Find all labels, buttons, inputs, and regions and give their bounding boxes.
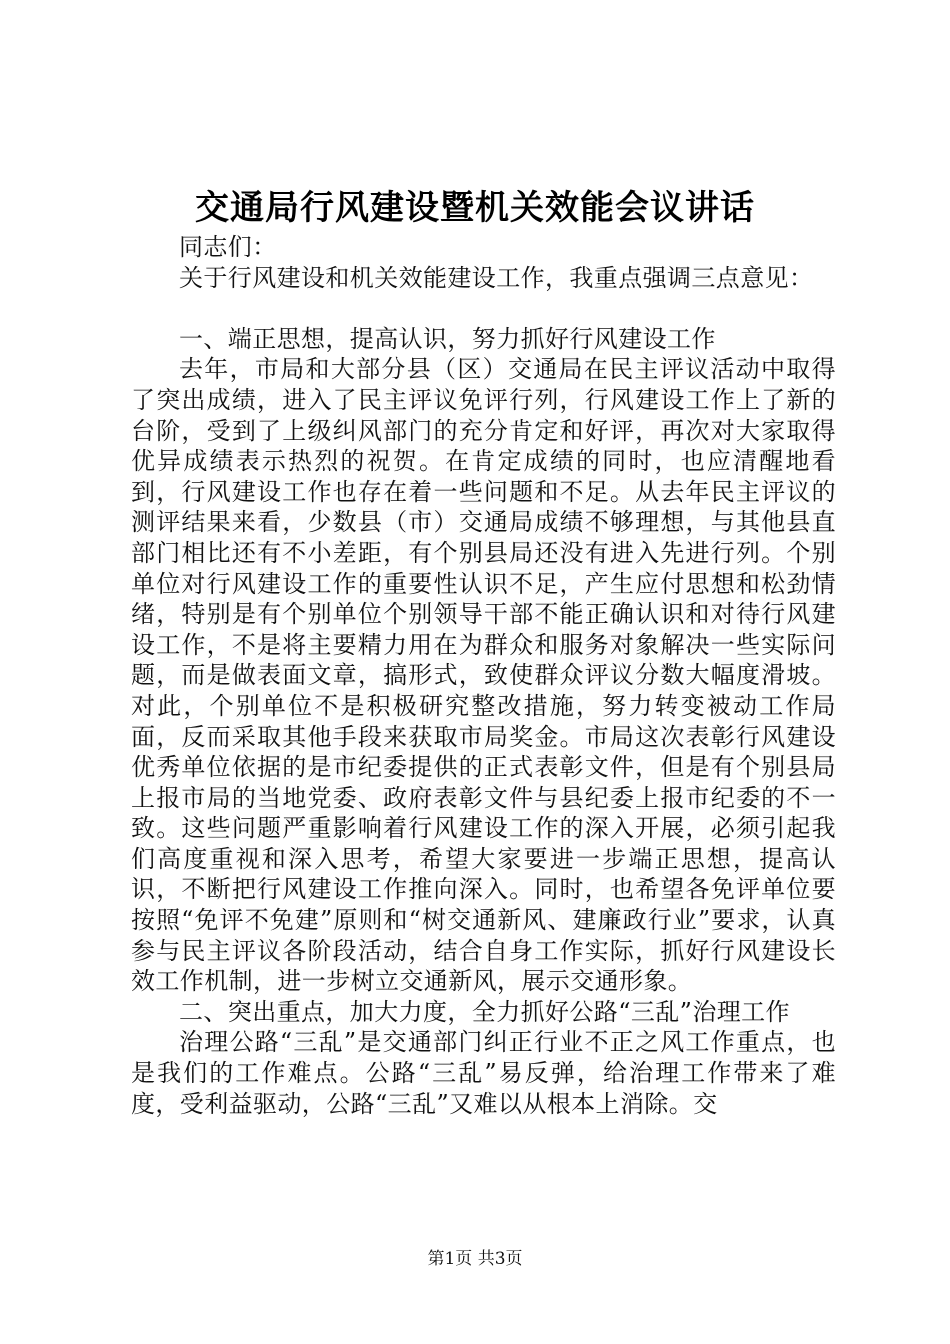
- blank-line: [131, 293, 836, 324]
- section-2-paragraph: 治理公路“三乱”是交通部门纠正行业不正之风工作重点，也是我们的工作难点。公路“三乱”易反弹，给治理工作带来了难度，受利益驱动，公路“三乱”又难以从根本上消除。交: [131, 1028, 836, 1118]
- document-title: 交通局行风建设暨机关效能会议讲话: [195, 188, 755, 228]
- section-heading-2: 二、突出重点，加大力度，全力抓好公路“三乱”治理工作: [179, 997, 790, 1026]
- intro-paragraph: 关于行风建设和机关效能建设工作，我重点强调三点意见：: [179, 263, 814, 292]
- section-heading-1: 一、端正思想，提高认识，努力抓好行风建设工作: [179, 324, 716, 353]
- salutation: 同志们：: [179, 233, 277, 261]
- document-body: [131, 232, 836, 1119]
- page-footer: 第1页 共3页: [427, 1249, 523, 1269]
- section-1-paragraph: 去年，市局和大部分县（区）交通局在民主评议活动中取得了突出成绩，进入了民主评议免评行列，行风建设工作上了新的台阶，受到了上级纠风部门的充分肯定和好评，再次对大家取得优异成绩表示热烈的祝贺。在肯定成绩的同时，也应清醒地看到，行风建设工作也存在着一些问题和不足。从去年民主评议的测评结果来看，少数县（市）交通局成绩不够理想，与其他县直部门相比还有不小差距，有个别县局还没有进入先进行列。个别单位对行风建设工作的重要性认识不足，产生应付思想和松劲情绪，特别是有个别单位个别领导干部不能正确认识和对待行风建设工作，不是将主要精力用在为群众和服务对象解决一些实际问题，而是做表面文章，搞形式，致使群众评议分数大幅度滑坡。对此，个别单位不是积极研究整改措施，努力转变被动工作局面，反而采取其他手段来获取市局奖金。市局这次表彰行风建设优秀单位依据的是市纪委提供的正式表彰文件，但是有个别县局上报市局的当地党委、政府表彰文件与县纪委上报市纪委的不一致。这些问题严重影响着行风建设工作的深入开展，必须引起我们高度重视和深入思考，希望大家要进一步端正思想，提高认识，不断把行风建设工作推向深入。同时，也希望各免评单位要按照“免评不免建”原则和“树交通新风、建廉政行业”要求，认真参与民主评议各阶段活动，结合自身工作实际，抓好行风建设长效工作机制，进一步树立交通新风，展示交通形象。: [131, 355, 836, 996]
